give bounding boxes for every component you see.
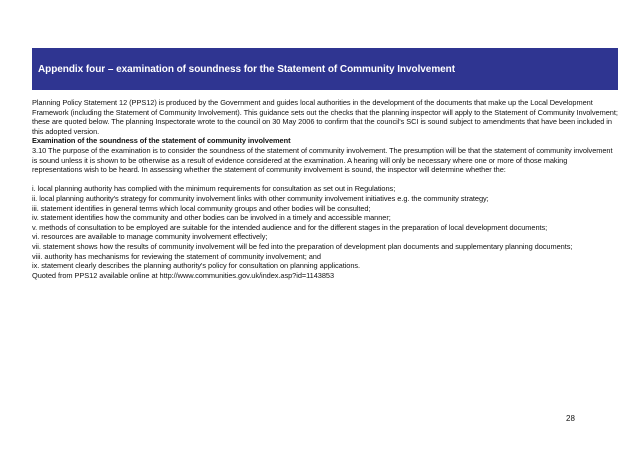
intro-paragraph: Planning Policy Statement 12 (PPS12) is produced by the Government and guides local authorities in the development of the documents that make up the Local Development Framework (including the Statement of Community Involvement). This guidance sets out the checks that the planning inspector will apply to the Statement of Community Involvement; these are quoted below. The planning Inspectorate wrote to the council on 30 May 2006 to confirm that the council's SCI is sound subject to amendments that have been included in this adopted version.	[32, 98, 618, 136]
list-item: ix. statement clearly describes the planning authority's policy for consultation on planning applications.	[32, 261, 361, 271]
appendix-title: Appendix four – examination of soundness for the Statement of Community Involvement	[38, 63, 456, 75]
appendix-banner	[32, 48, 618, 90]
spacer	[32, 175, 618, 185]
page-number: 28	[566, 414, 575, 423]
list-item: iii. statement identifies in general terms which local community groups and other bodies will be consulted;	[32, 203, 371, 213]
list-item: iv. statement identifies how the community and other bodies can be involved in a timely and accessible manner;	[32, 213, 391, 223]
list-item: ii. local planning authority's strategy for community involvement links with other community involvement initiatives e.g. the community strategy;	[32, 193, 489, 203]
list-item: vi. resources are available to manage community involvement effectively;	[32, 232, 268, 242]
list-item: viii. authority has mechanisms for reviewing the statement of community involvement; and	[32, 251, 321, 261]
list-item: i. local planning authority has complied with the minimum requirements for consultation as set out in Regulations;	[32, 184, 396, 194]
list-item: vii. statement shows how the results of community involvement will be fed into the preparation of development plan documents and supplementary planning documents;	[32, 241, 573, 251]
list-item: v. methods of consultation to be employed are suitable for the intended audience and for the different stages in the preparation of local development documents;	[32, 222, 548, 232]
source-quote: Quoted from PPS12 available online at http://www.communities.gov.uk/index.asp?id=1143853	[32, 270, 335, 280]
document-body	[32, 98, 618, 280]
section-paragraph: 3.10 The purpose of the examination is to consider the soundness of the statement of community involvement. The presumption will be that the statement of community involvement is sound unless it is shown to be otherwise as a result of evidence considered at the examination. A hearing will only be necessary where one or more of those making representations wish to be heard. In assessing whether the statement of community involvement is sound, the inspector will determine whether the:	[32, 145, 613, 175]
soundness-criteria-list	[32, 184, 618, 270]
section-heading: Examination of the soundness of the statement of community involvement	[32, 136, 291, 146]
